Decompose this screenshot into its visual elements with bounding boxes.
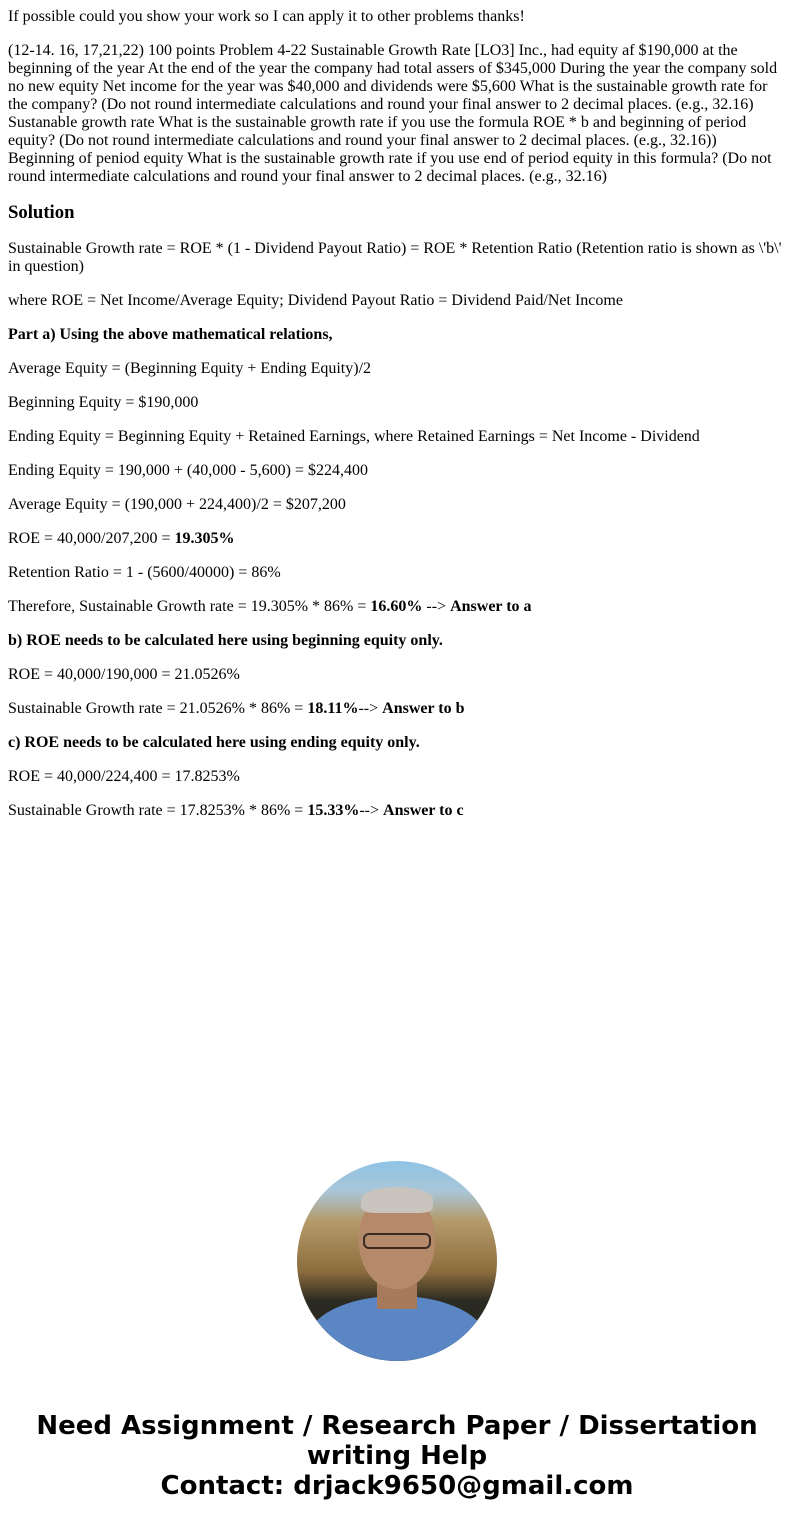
answer-label: Answer to c	[383, 802, 464, 819]
part-a-heading	[8, 326, 786, 344]
answer-value: 18.11%	[307, 700, 359, 717]
answer-c	[8, 802, 786, 820]
author-avatar	[297, 1161, 497, 1361]
part-a-label: Part a) Using the above mathematical relations,	[8, 326, 333, 343]
part-c-heading	[8, 734, 786, 752]
help-text: Need Assignment / Research Paper / Dissertation writing Help	[36, 1411, 758, 1471]
answer-value: 15.33%	[307, 802, 360, 819]
roe-value: 19.305%	[174, 530, 235, 547]
part-b-label: b) ROE needs to be calculated here using beginning equity only.	[8, 632, 443, 649]
step: ROE = 40,000/224,400 = 17.8253%	[8, 768, 240, 785]
avatar-hair	[361, 1187, 433, 1213]
step-text: Sustainable Growth rate = 21.0526% * 86% =	[8, 700, 308, 717]
step-text: Therefore, Sustainable Growth rate = 19.305% * 86% =	[8, 598, 371, 615]
part-b-heading	[8, 632, 786, 650]
answer-value: 16.60%	[370, 598, 423, 615]
answer-a	[8, 598, 786, 616]
step: Retention Ratio = 1 - (5600/40000) = 86%	[8, 564, 281, 581]
arrow-text: -->	[422, 598, 451, 615]
contact-email: Contact: drjack9650@gmail.com	[160, 1471, 634, 1501]
step: Ending Equity = 190,000 + (40,000 - 5,600) = $224,400	[8, 462, 368, 479]
contact-banner	[0, 1411, 794, 1501]
step-text: ROE = 40,000/207,200 =	[8, 530, 175, 547]
arrow-text: -->	[359, 802, 384, 819]
step-text: Sustainable Growth rate = 17.8253% * 86% =	[8, 802, 308, 819]
solution-heading: Solution	[8, 202, 75, 223]
document	[0, 8, 794, 820]
arrow-text: -->	[358, 700, 383, 717]
question-intro: If possible could you show your work so I can apply it to other problems thanks!	[8, 8, 525, 25]
step: Ending Equity = Beginning Equity + Retained Earnings, where Retained Earnings = Net Income - Dividend	[8, 428, 700, 445]
solution-definitions: where ROE = Net Income/Average Equity; Dividend Payout Ratio = Dividend Paid/Net Income	[8, 292, 623, 309]
part-c-label: c) ROE needs to be calculated here using ending equity only.	[8, 734, 420, 751]
question-body: (12-14. 16, 17,21,22) 100 points Problem 4-22 Sustainable Growth Rate [LO3] Inc., had equity af $190,000 at the beginning of the year At the end of the year the company had total assers of $345,000 During the year the company sold no new equity Net income for the year was $40,000 and dividends were $5,600 What is the sustainable growth rate for the company? (Do not round intermediate calculations and round your final answer to 2 decimal places. (e.g., 32.16) Sustanable growth rate What is the sustainable growth rate if you use the formula ROE * b and beginning of period equity? (Do not round intermediate calculations and round your final answer to 2 decimal places. (e.g., 32.16)) Beginning of peniod equity What is the sustainable growth rate if you use end of period equity in this formula? (Do not round intermediate calculations and round your final answer to 2 decimal places. (e.g., 32.16)	[8, 42, 778, 185]
step: Average Equity = (190,000 + 224,400)/2 = $207,200	[8, 496, 346, 513]
answer-b	[8, 700, 786, 718]
answer-label: Answer to b	[382, 700, 465, 717]
solution-formula: Sustainable Growth rate = ROE * (1 - Dividend Payout Ratio) = ROE * Retention Ratio (Retention ratio is shown as \'b\' in question)	[8, 240, 782, 275]
answer-label: Answer to a	[450, 598, 532, 615]
step: ROE = 40,000/190,000 = 21.0526%	[8, 666, 240, 683]
step: Average Equity = (Beginning Equity + Ending Equity)/2	[8, 360, 372, 377]
step: Beginning Equity = $190,000	[8, 394, 199, 411]
avatar-glasses	[363, 1233, 431, 1249]
step	[8, 530, 786, 548]
